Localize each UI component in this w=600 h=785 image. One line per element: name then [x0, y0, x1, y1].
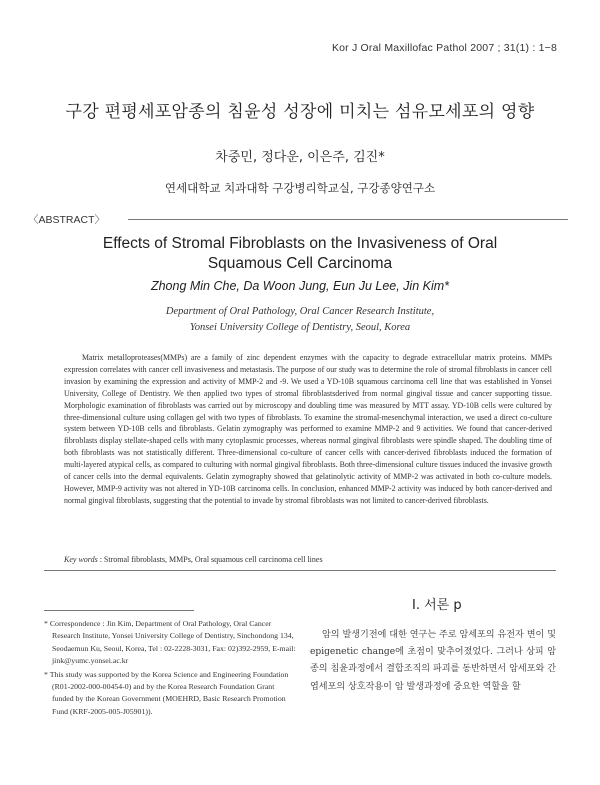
abstract-body: Matrix metalloproteases(MMPs) are a family of zinc dependent enzymes with the capacity to degrade extracellular matrix proteins. MMPs expression correlates with cancer cell invasiveness and metastasis. The purpose of our study was to determine the role of stromal fibroblasts in cancer cell invasion by examining the expression and activity of MMP-2 and -9. We used a YD-10B squamous carcinoma cell line that was established in Yonsei University, College of Dentistry. We then applied two types of stromal fibroblastsderived from normal gingival tissue and cancer supporting tissue. Morphologic examination of fibroblasts was carried out by microscopy and doubling time was measured by MTT assay. YD-10B cells were cultured by three-dimensional culture using collagen gel with two types of fibroblasts. To examine the stromal-mesenchymal interaction, we used a direct co-culture system between YD-10B cells and fibroblasts. Gelatin zymography was performed to examine MMP-2 and 9 activities. We found that cancer-derived fibroblasts display stellate-shaped cells with many cytoplasmic processes, whereas normal gingival fibroblasts were spindle shaped. The doubling time of both fibroblasts was not statistically different. Three-dimensional co-culture of cancer cells with cancer-derived fibroblasts induced the formation of multi-layered atypical cells, as compared to culturing with normal gingival fibroblasts. Both three-dimensional culture tissues induced the invasive growth of cancer cells into the dermal equivalents. Gelatin zymography showed that gelatinolytic activity of MMP-2 was activated in both co-culture models. However, MMP-9 activity was not altered in YD-10B carcinoma cells. In conclusion, enhanced MMP-2 activity was induced by both cancer-derived and normal gingival fibroblasts, suggesting that the potential to invade by stromal fibroblasts was not limited to cancer-derived fibroblasts. — [64, 353, 552, 505]
english-title-line-1: Effects of Stromal Fibroblasts on the Invasiveness of Oral — [102, 235, 498, 252]
journal-reference: Kor J Oral Maxillofac Pathol 2007 ; 31(1) : 1−8 — [331, 42, 557, 54]
korean-title: 구강 편평세포암종의 침윤성 성장에 미치는 섬유모세포의 영향 — [65, 102, 535, 122]
keywords-text: : Stromal fibroblasts, MMPs, Oral squamous cell carcinoma cell lines — [97, 555, 323, 564]
correspondence-footnote: * Correspondence : Jin Kim, Department of Oral Pathology, Oral Cancer Research Institute, Yonsei University College of Dentistry, Sinchondong 134, Seodaemun Ku, Seoul, Korea, Tel : 02-2228-3031, Fax: 02)392-2959, E-mail: jink@yumc.yonsei.ac.kr — [44, 619, 296, 666]
english-authors: Zhong Min Che, Da Woon Jung, Eun Ju Lee, Jin Kim* — [150, 279, 450, 293]
footnotes — [44, 618, 296, 719]
funding-footnote: * This study was supported by the Korea Science and Engineering Foundation (R01-2002-000-00454-0) and by the Korea Research Foundation Grant funded by the Korean Government (MOEHRD, Basic Research Promotion Fund (KRF-2005-005-J05901)). — [44, 669, 289, 716]
english-title-line-2: Squamous Cell Carcinoma — [207, 255, 393, 272]
introduction-heading: I. 서론 p — [412, 598, 462, 613]
korean-affiliation: 연세대학교 치과대학 구강병리학교실, 구강종양연구소 — [164, 181, 436, 195]
footnote-divider — [44, 610, 194, 611]
affiliation-line-1: Department of Oral Pathology, Oral Cancer Research Institute, — [165, 306, 435, 317]
keywords-label: Key words — [64, 555, 98, 564]
korean-authors: 차중민, 정다운, 이은주, 김진* — [215, 150, 385, 165]
english-title — [0, 234, 600, 274]
english-affiliation — [0, 304, 600, 336]
keywords-line — [64, 555, 552, 564]
keywords-divider — [44, 570, 556, 571]
introduction-text: 암의 발생기전에 대한 연구는 주로 암세포의 유전자 변이 및 epigenetic change에 초점이 맞추어졌었다. 그러나 상피 암종의 침윤과정에서 결합조직의 파괴를 동반하면서 암세포와 간엽세포의 상호작용이 암 발생과정에 중요한 역할을 할 — [310, 630, 556, 692]
affiliation-line-2: Yonsei University College of Dentistry, Seoul, Korea — [189, 322, 411, 333]
abstract-label: 〈ABSTRACT〉 — [28, 214, 106, 226]
